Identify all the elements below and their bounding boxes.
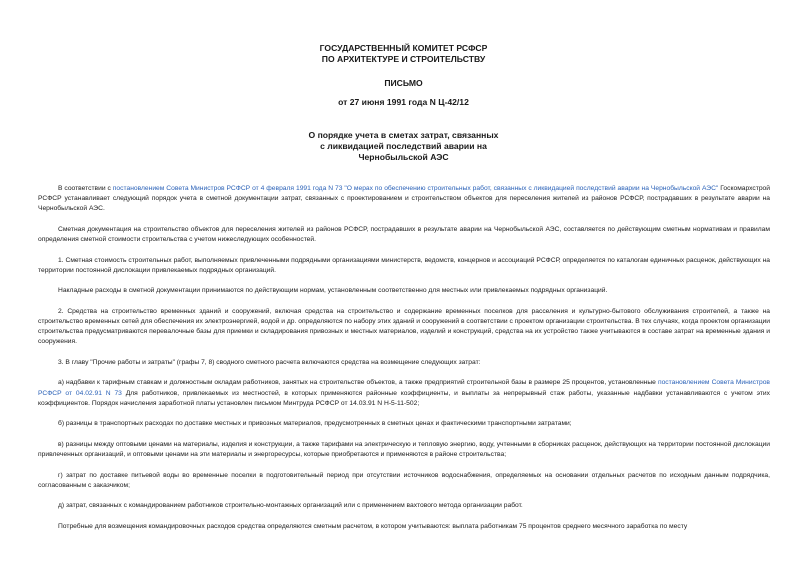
paragraph-travel-expenses: Потребные для возмещения командировочных расходов средства определяются сметным расчетом, в котором учитываются: выплата работникам 75 процентов среднего месячного заработка по месту <box>58 522 688 530</box>
decree-link[interactable]: постановлением Совета Министров РСФСР от 4 февраля 1991 года N 73 "О мерах по обеспечению строительных работ, связанных с ликвидацией последствий аварии на Чернобыльской АЭС" <box>112 185 719 192</box>
paragraph-scope: Сметная документация на строительство объектов для переселения жителей из районов РСФСР, пострадавших в результате аварии на Чернобыльской АЭС, составляется по действующим сметным нормативам и правилам определения сметной стоимости строительства с учетом нижеследующих особенностей. <box>38 225 770 244</box>
paragraph-intro <box>38 184 770 215</box>
paragraph-item-3: 3. В главу "Прочие работы и затраты" (графы 7, 8) сводного сметного расчета включаются средства на возмещение следующих затрат: <box>58 358 481 366</box>
paragraph-item-3d: г) затрат по доставке питьевой воды во временные поселки в подготовительный период при отсутствии источников водоснабжения, определяемых на основании отдельных расчетов по исходным данным подрядчика, согласованным с заказчиком; <box>38 471 770 489</box>
paragraph-text: В соответствии с <box>58 185 113 192</box>
document-body <box>38 184 770 542</box>
document-date-number: от 27 июня 1991 года N Ц-42/12 <box>338 97 469 107</box>
paragraph-overhead: Накладные расходы в сметной документации принимаются по действующим нормам, установленным соответственно для местных или привлекаемых подрядных организаций. <box>58 287 608 295</box>
decree-link-short[interactable]: постановлением Совета Министров РСФСР от 04.02.91 N 73 <box>38 379 770 397</box>
paragraph-item-3c: в) разницы между оптовыми ценами на материалы, изделия и конструкции, а также тарифами на электрическую и тепловую энергию, воду, учтенными в сборниках расценок, действующих на территории постоянной дислокации привлеченных организаций, и оптовыми ценами на эти материалы и энергоресурсы, которые приобретаются и применяются в районе строительства; <box>38 440 770 459</box>
paragraph-item-2: 2. Средства на строительство временных зданий и сооружений, включая средства на строительство и содержание временных поселков для расселения и культурно-бытового обслуживания строителей, а также на строительство временных сетей для обеспечения их электроэнергией, водой и др. определяются по набору этих зданий и сооружений в соответствии с проектом организации строительства. В тех случаях, когда проектом организации строительства предусматриваются перевалочные базы для приемки и складирования привозных и местных материалов, изделий и конструкций, средства на их устройство также учитываются в составе затрат на временные здания и сооружения. <box>38 307 770 346</box>
document-type: ПИСЬМО <box>384 78 423 88</box>
document-subject-line2: с ликвидацией последствий аварии на <box>320 141 487 151</box>
paragraph-item-1: 1. Сметная стоимость строительных работ, выполняемых привлеченными подрядными организациями министерств, ведомств, концернов и ассоциаций РСФСР, определяется по каталогам единичных расценок, действующих на территории постоянной дислокации привлекаемых подрядных организаций. <box>38 256 770 274</box>
document-subject-line1: О порядке учета в сметах затрат, связанных <box>308 130 499 140</box>
committee-name-line1: ГОСУДАРСТВЕННЫЙ КОМИТЕТ РСФСР <box>319 43 488 53</box>
paragraph-item-3e: д) затрат, связанных с командированием работников строительно-монтажных организаций или с применением вахтового метода организации работ. <box>58 502 523 510</box>
paragraph-text: Госкомархстрой РСФСР устанавливает следующий порядок учета в сметной документации затрат, связанных с проектированием и строительством объектов для переселения жителей из районов РСФСР, пострадавших в результате аварии на Чернобыльской АЭС. <box>38 185 771 213</box>
paragraph-text: а) надбавки к тарифным ставкам и должностным окладам работников, занятых на строительстве объектов, а также предприятий строительной базы в размере 25 процентов, установленные <box>58 379 658 387</box>
committee-name-line2: ПО АРХИТЕКТУРЕ И СТРОИТЕЛЬСТВУ <box>321 54 486 64</box>
paragraph-item-3a <box>38 378 770 409</box>
paragraph-item-3b: б) разницы в транспортных расходах по доставке местных и привозных материалов, предусмотренных в сметных ценах и фактическими транспортными затратами; <box>58 420 572 428</box>
document-subject-line3: Чернобыльской АЭС <box>358 152 449 162</box>
paragraph-text: Для работников, привлекаемых из местностей, в которых применяются районные коэффициенты, и выплаты за непрерывный стаж работы, указанные надбавки устанавливаются с учетом этих коэффициентов. Порядок начисления заработной платы установлен письмом Минтруда РСФСР от 14.03.91 N Н-5-11-502; <box>38 389 770 407</box>
